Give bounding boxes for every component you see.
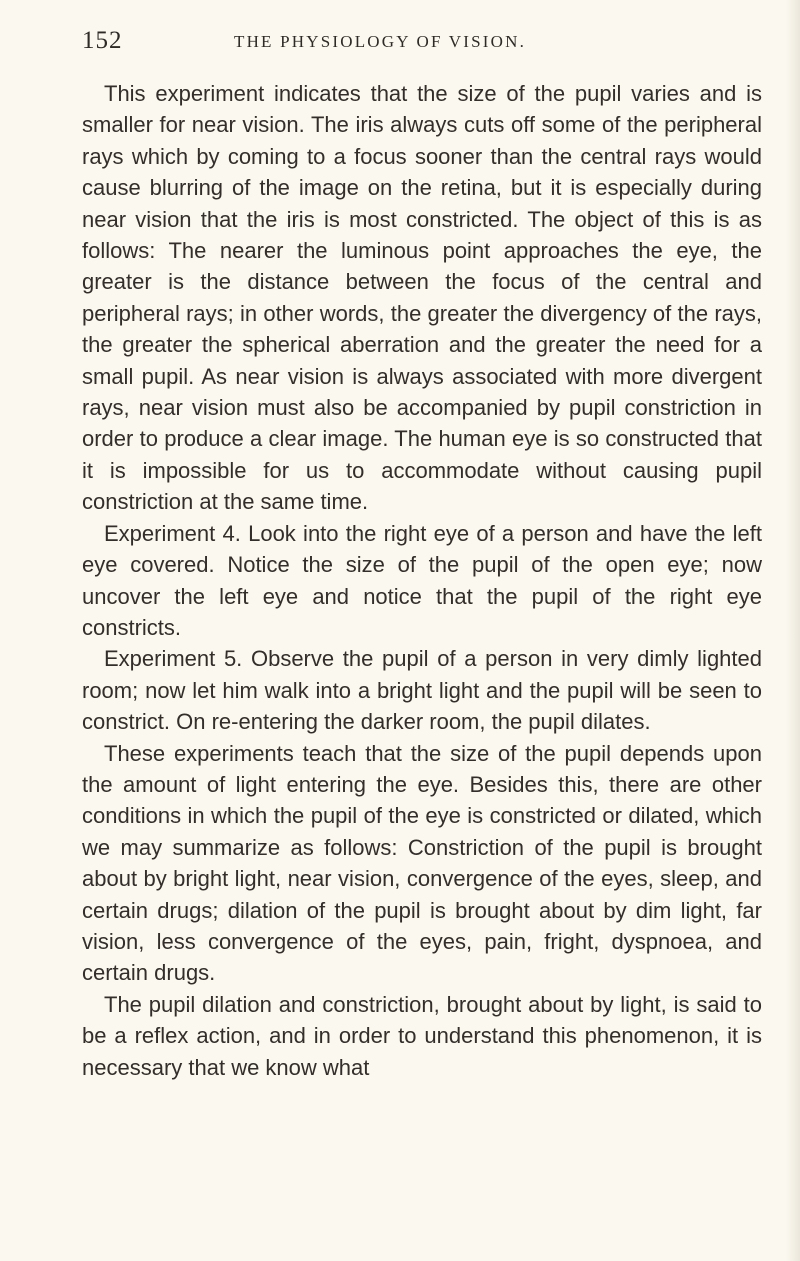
paragraph-pupil-size: This experiment indicates that the size of the pupil varies and is smaller for near vision. The iris always cuts off some of the peripheral rays which by coming to a focus sooner than the central rays would cause blurring of the image on the retina, but it is especially during near vision that the iris is most constricted. The object of this is as follows: The nearer the luminous point approaches the eye, the greater is the distance between the focus of the central and peripheral rays; in other words, the greater the divergency of the rays, the greater the spherical aberration and the greater the need for a small pupil. As near vision is always associated with more divergent rays, near vision must also be accompanied by pupil constriction in order to produce a clear image. The human eye is so constructed that it is impossible for us to accommodate without causing pupil constriction at the same time. bbox=[82, 81, 762, 515]
running-title: THE PHYSIOLOGY OF VISION. bbox=[234, 32, 527, 51]
paragraph-summary: These experiments teach that the size of the pupil depends upon the amount of light entering the eye. Besides this, there are other conditions in which the pupil of the eye is constricted or dilated, which we may summarize as follows: Constriction of the pupil is brought about by bright light, near vision, convergence of the eyes, sleep, and certain drugs; dilation of the pupil is brought about by dim light, far vision, less convergence of the eyes, pain, fright, dyspnoea, and certain drugs. bbox=[82, 740, 762, 986]
page-number: 152 bbox=[82, 27, 123, 54]
paragraph-reflex-action: The pupil dilation and constriction, brought about by light, is said to be a reflex action, and in order to understand this phenomenon, it is necessary that we know what bbox=[82, 991, 762, 1080]
page-edge-shadow bbox=[786, 0, 800, 1261]
paragraph-experiment-4: Experiment 4. Look into the right eye of a person and have the left eye covered. Notice the size of the pupil of the open eye; now uncover the left eye and notice that the pupil of the right eye constricts. bbox=[82, 520, 762, 640]
paragraph-experiment-5: Experiment 5. Observe the pupil of a person in very dimly lighted room; now let him walk into a bright light and the pupil will be seen to constrict. On re-entering the darker room, the pupil dilates. bbox=[82, 646, 762, 735]
page-header bbox=[82, 26, 722, 56]
body-text bbox=[82, 78, 762, 1083]
